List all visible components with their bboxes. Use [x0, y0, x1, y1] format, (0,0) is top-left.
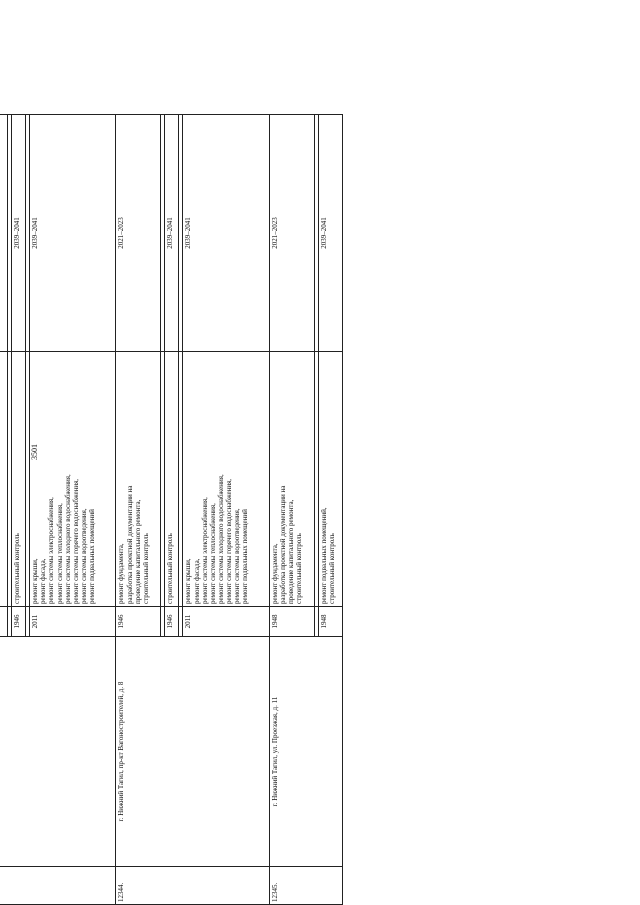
entry-number: 12344. [116, 867, 269, 905]
work-line: проведение капитального ремонта, [133, 499, 142, 604]
work-line: ремонт фасада, [192, 558, 201, 604]
works-cell [165, 352, 179, 607]
work-line: ремонт крыши, [31, 558, 40, 604]
entry-address [0, 637, 116, 867]
entry-address: г. Нижний Тагил, ул. Проезжая, д. 11 [269, 637, 342, 867]
rotated-document [0, 115, 343, 905]
repair-schedule-table [0, 114, 343, 905]
work-line: ремонт подвальных помещений [87, 509, 96, 604]
work-line: строительный контроль [294, 533, 303, 604]
entry-number: 12345. [269, 867, 342, 905]
works-cell [30, 352, 116, 607]
construction-year [0, 607, 8, 637]
work-line: ремонт системы холодного водоснабжения, [63, 474, 72, 604]
works-cell [0, 352, 8, 607]
construction-year: 1946 [12, 607, 26, 637]
work-line: ремонт системы теплоснабжения, [55, 503, 64, 604]
work-line: ремонт системы водоотведения, [233, 508, 242, 604]
work-line: ремонт фундамента, [270, 543, 279, 604]
entry-number [0, 867, 116, 905]
construction-year: 1946 [165, 607, 179, 637]
work-line: ремонт системы теплоснабжения, [208, 503, 217, 604]
construction-year: 1948 [318, 607, 342, 637]
work-line: разработка проектной документации на [125, 485, 134, 604]
repair-period [0, 115, 8, 352]
work-line: проведение капитального ремонта, [286, 499, 295, 604]
work-line: ремонт системы горячего водоснабжения, [224, 478, 233, 604]
repair-period: 2039–2041 [165, 115, 179, 352]
work-line: ремонт системы холодного водоснабжения, [216, 474, 225, 604]
work-line: разработка проектной документации на [278, 485, 287, 604]
work-line: ремонт системы горячего водоснабжения, [71, 478, 80, 604]
table-row [269, 115, 314, 905]
repair-period: 2021–2023 [116, 115, 161, 352]
repair-period: 2021–2023 [269, 115, 314, 352]
work-line: ремонт фундамента, [117, 543, 126, 604]
construction-year: 2011 [183, 607, 269, 637]
work-line: строительный контроль [166, 533, 175, 604]
works-cell [183, 352, 269, 607]
repair-period: 2039–2041 [12, 115, 26, 352]
work-line: ремонт подвальных помещений [241, 509, 250, 604]
construction-year: 1946 [116, 607, 161, 637]
repair-period: 2039–2041 [318, 115, 342, 352]
work-line: ремонт системы электроснабжения, [47, 497, 56, 604]
works-cell [12, 352, 26, 607]
work-line: строительный контроль [327, 533, 336, 604]
works-cell [116, 352, 161, 607]
repair-period: 2039–2041 [183, 115, 269, 352]
work-line: ремонт крыши, [184, 558, 193, 604]
construction-year: 2011 [30, 607, 116, 637]
entry-address: г. Нижний Тагил, пр-кт Вагоностроителей, д. 8 [116, 637, 269, 867]
work-line: ремонт подвальных помещений, [319, 507, 328, 604]
table-row [0, 115, 8, 905]
page-number: 3501 [30, 444, 39, 460]
works-cell [269, 352, 314, 607]
work-line: строительный контроль [13, 533, 22, 604]
work-line: ремонт фасада, [39, 558, 48, 604]
works-cell [318, 352, 342, 607]
repair-period: 2039–2041 [30, 115, 116, 352]
work-line: ремонт системы водоотведения, [79, 508, 88, 604]
construction-year: 1948 [269, 607, 314, 637]
table-row [116, 115, 161, 905]
work-line: строительный контроль [141, 533, 150, 604]
work-line: ремонт системы электроснабжения, [200, 497, 209, 604]
